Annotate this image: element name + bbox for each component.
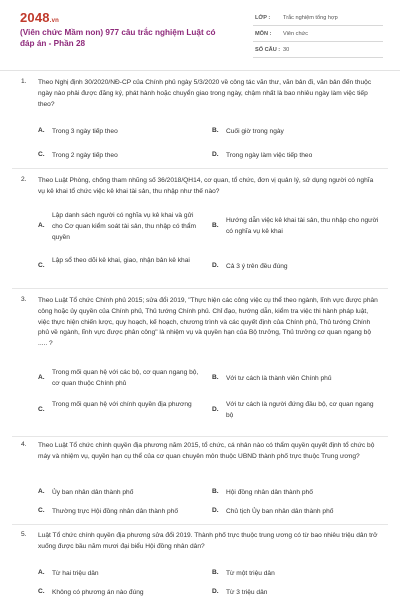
question-separator: [12, 288, 388, 289]
option-letter: A.: [38, 569, 45, 576]
document-header: [0, 0, 400, 66]
question-number: 1.: [21, 78, 27, 85]
option-letter: B.: [212, 127, 219, 134]
option-letter: C.: [38, 507, 45, 514]
question-number: 2.: [21, 176, 27, 183]
logo-suffix: .vn: [49, 18, 60, 24]
question-number: 4.: [21, 441, 27, 448]
question-text: Theo Luật Tổ chức Chính phủ 2015; sửa đổi 2019, "Thực hiện các công việc cụ thể theo ngành, lĩnh vực được phân công hoặc ủy quyền của Chính phủ, Thủ tướng Chính phủ. Chỉ đạo, hướng dẫn, kiểm tra việc thi hành pháp luật, việc thực hiện chiến lược, quy hoạch, kế hoạch, chương trình và các quyết định của Chính phủ, Thủ tướng Chính phủ về ngành, lĩnh vực được phân công" là nhiệm vụ và quyền hạn của Bộ trưởng, Thủ trưởng cơ quan ngang bộ ..... ?: [38, 297, 378, 348]
question-separator: [12, 436, 388, 437]
meta-value: Viên chức: [283, 31, 309, 37]
option-letter: A.: [38, 127, 45, 134]
header-divider: [0, 70, 400, 71]
meta-label: LỚP :: [255, 15, 271, 21]
option-b[interactable]: Hội đồng nhân dân thành phố: [226, 489, 313, 496]
option-d[interactable]: Chủ tịch Ủy ban nhân dân thành phố: [226, 508, 334, 515]
site-logo[interactable]: [20, 10, 59, 25]
question-separator: [12, 524, 388, 525]
question-number: 5.: [21, 531, 27, 538]
option-c[interactable]: Thường trực Hội đồng nhân dân thành phố: [52, 508, 179, 515]
option-letter: D.: [212, 262, 219, 269]
option-letter: B.: [212, 374, 219, 381]
option-c[interactable]: Trong mối quan hệ với chính quyền địa phương: [52, 401, 192, 408]
option-letter: A.: [38, 374, 45, 381]
meta-row-class: [253, 12, 383, 26]
option-letter: B.: [212, 488, 219, 495]
option-b[interactable]: Từ một triệu dân: [226, 570, 275, 577]
option-c[interactable]: Trong 2 ngày tiếp theo: [52, 152, 118, 159]
meta-row-subject: [253, 28, 383, 42]
option-c[interactable]: Lập sổ theo dõi kê khai, giao, nhận bản kê khai: [52, 257, 190, 264]
option-a[interactable]: Trong 3 ngày tiếp theo: [52, 128, 118, 135]
option-letter: A.: [38, 488, 45, 495]
document-meta: [253, 12, 383, 60]
question-separator: [12, 168, 388, 169]
option-a[interactable]: Từ hai triệu dân: [52, 570, 99, 577]
option-letter: C.: [38, 262, 45, 269]
meta-label: SỐ CÂU :: [255, 47, 281, 53]
option-b[interactable]: Cuối giờ trong ngày: [226, 128, 284, 135]
option-a[interactable]: Ủy ban nhân dân thành phố: [52, 489, 134, 496]
option-letter: C.: [38, 151, 45, 158]
option-c[interactable]: Không có phương án nào đúng: [52, 589, 144, 596]
option-letter: D.: [212, 507, 219, 514]
question-text: Luật Tổ chức chính quyền địa phương sửa đổi 2019. Thành phố trực thuộc trung ương có từ bao nhiêu triệu dân trở xuống được bầu năm mươi đại biểu Hội đồng nhân dân?: [38, 532, 378, 550]
option-d[interactable]: Từ 3 triệu dân: [226, 589, 268, 596]
option-letter: D.: [212, 406, 219, 413]
option-d[interactable]: Với tư cách là người đứng đầu bộ, cơ quan ngang bộ: [226, 401, 374, 419]
question-text: Theo Luật Phòng, chống tham nhũng số 36/2018/QH14, cơ quan, tổ chức, đơn vị quản lý, sử dụng người có nghĩa vụ kê khai tổ chức việc kê khai tài sản, thu nhập như thế nào?: [38, 177, 374, 195]
option-b[interactable]: Hướng dẫn việc kê khai tài sản, thu nhập cho người có nghĩa vụ kê khai: [226, 217, 379, 235]
logo-text: 2048: [20, 10, 50, 25]
option-letter: D.: [212, 588, 219, 595]
option-letter: C.: [38, 406, 45, 413]
option-letter: B.: [212, 569, 219, 576]
meta-value: 30: [283, 47, 290, 53]
option-a[interactable]: Trong mối quan hệ với các bộ, cơ quan ngang bộ, cơ quan thuộc Chính phủ: [52, 369, 199, 387]
question-number: 3.: [21, 296, 27, 303]
document-title: (Viên chức Mầm non) 977 câu trắc nghiệm Luật có đáp án - Phần 28: [20, 28, 216, 48]
meta-row-count: [253, 44, 383, 58]
option-d[interactable]: Trong ngày làm việc tiếp theo: [226, 152, 313, 159]
option-letter: D.: [212, 151, 219, 158]
option-a[interactable]: Lập danh sách người có nghĩa vụ kê khai và gửi cho Cơ quan kiểm soát tài sản, thu nhập có thẩm quyền: [52, 212, 196, 241]
option-d[interactable]: Cả 3 ý trên đều đúng: [226, 263, 288, 270]
option-letter: B.: [212, 222, 219, 229]
option-b[interactable]: Với tư cách là thành viên Chính phủ: [226, 375, 332, 382]
option-letter: C.: [38, 588, 45, 595]
meta-value: Trắc nghiệm tổng hợp: [283, 15, 338, 21]
question-text: Theo Nghị định 30/2020/NĐ-CP của Chính phủ ngày 5/3/2020 về công tác văn thư, văn bản đi, văn bản đến thuộc ngày nào phải được đăng ký, phát hành hoặc chuyển giao trong ngày, chậm nhất là bao nhiêu ngày làm việc tiếp theo?: [38, 79, 372, 108]
question-text: Theo Luật Tổ chức chính quyền địa phương năm 2015, tổ chức, cá nhân nào có thẩm quyền quyết định tổ chức bộ máy và nhiệm vụ, quyền hạn cụ thể của cơ quan chuyên môn thuộc UBND thành phố trực thuộc Trung ương?: [38, 442, 375, 460]
option-letter: A.: [38, 222, 45, 229]
meta-label: MÔN :: [255, 31, 272, 37]
